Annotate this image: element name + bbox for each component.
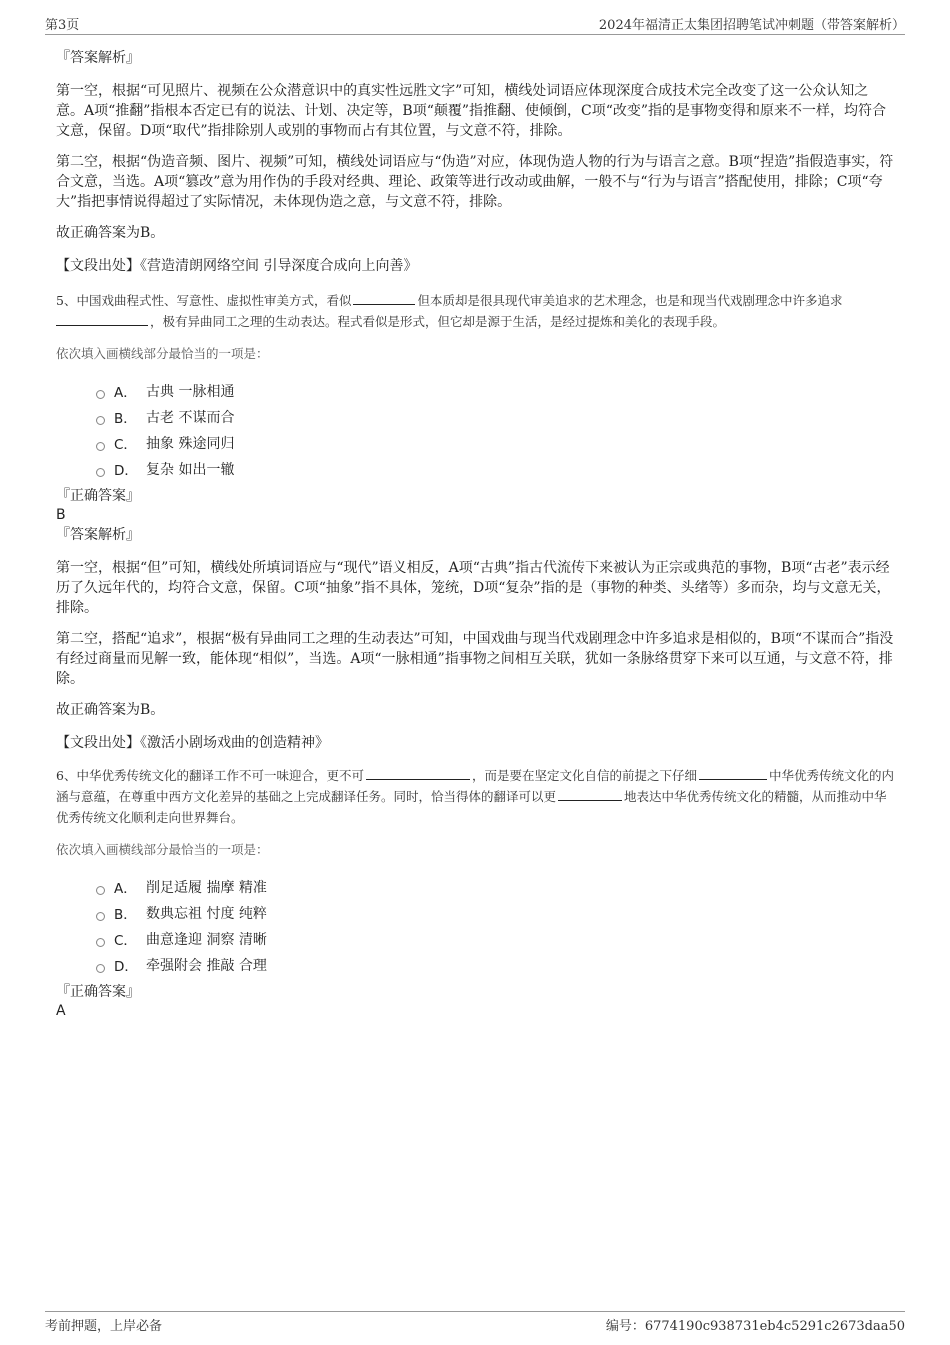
correct-answer-heading: 『正确答案』 [56, 488, 140, 504]
radio-button-icon[interactable] [96, 938, 105, 947]
radio-button-icon[interactable] [96, 886, 105, 895]
analysis-paragraph: 第二空，搭配“追求”，根据“极有异曲同工之理的生动表达”可知，中国戏曲与现当代戏剧理念中许多追求是相似的，B项“不谋而合”指没有经过商量而见解一致，能体现“相似”，当选。A项“一脉相通”指事物之间相互关联，犹如一条脉络贯穿下来可以互通，与文意不符，排除。 [56, 631, 894, 687]
option-list [56, 378, 896, 482]
radio-button-icon[interactable] [96, 416, 105, 425]
correct-answer-heading: 『正确答案』 [56, 984, 140, 1000]
option-b[interactable]: B． 数典忘祖 忖度 纯粹 [96, 900, 896, 926]
fill-blank [366, 765, 470, 780]
source-citation: 【文段出处】《营造清朗网络空间 引导深度合成向上向善》 [56, 258, 418, 274]
option-a[interactable]: A． 削足适履 揣摩 精准 [96, 874, 896, 900]
fill-blank [699, 765, 767, 780]
conclusion: 故正确答案为B。 [56, 225, 165, 241]
option-list [56, 874, 896, 978]
option-a[interactable]: A． 古典 一脉相通 [96, 378, 896, 404]
fill-blank [558, 786, 622, 801]
correct-answer: A [56, 1003, 66, 1019]
footer-slogan: 考前押题，上岸必备 [45, 1319, 163, 1334]
page-number: 第3页 [45, 18, 80, 33]
analysis-paragraph: 第二空，根据“伪造音频、图片、视频”可知，横线处词语应与“伪造”对应，体现伪造人物的行为与语言之意。B项“捏造”指假造事实，符合文意，当选。A项“篡改”意为用作伪的手段对经典、理论、政策等进行改动或曲解，一般不与“行为与语言”搭配使用，排除；C项“夸大”指把事情说得超过了实际情况，未体现伪造之意，与文意不符，排除。 [56, 154, 894, 210]
question-prompt: 依次填入画横线部分最恰当的一项是： [56, 842, 269, 857]
fill-blank [353, 290, 415, 305]
page-footer [45, 1311, 905, 1337]
question-prompt: 依次填入画横线部分最恰当的一项是： [56, 346, 269, 361]
radio-button-icon[interactable] [96, 912, 105, 921]
correct-answer: B [56, 507, 66, 523]
fill-blank [56, 311, 148, 326]
conclusion: 故正确答案为B。 [56, 702, 165, 718]
analysis-heading: 『答案解析』 [56, 527, 140, 543]
question-stem: 5、中国戏曲程式性、写意性、虚拟性审美方式，看似 但本质却是很具现代审美追求的艺术理念，也是和现当代戏剧理念中许多追求 ，极有异曲同工之理的生动表达。程式看似是形式，但它却是源于生活，是经过提炼和美化的表现手段。 [56, 290, 896, 332]
radio-button-icon[interactable] [96, 964, 105, 973]
document-title: 2024年福清正太集团招聘笔试冲刺题（带答案解析） [598, 18, 905, 33]
option-b[interactable]: B． 古老 不谋而合 [96, 404, 896, 430]
radio-button-icon[interactable] [96, 442, 105, 451]
radio-button-icon[interactable] [96, 390, 105, 399]
analysis-paragraph: 第一空，根据“可见照片、视频在公众潜意识中的真实性远胜文字”可知，横线处词语应体现深度合成技术完全改变了这一公众认知之意。A项“推翻”指根本否定已有的说法、计划、决定等，B项“颠覆”指推翻、使倾倒，C项“改变”指的是事物变得和原来不一样，均符合文意，保留。D项“取代”指排除别人或别的事物而占有其位置，与文意不符，排除。 [56, 83, 887, 139]
document-body [56, 48, 896, 1021]
question-stem: 6、中华优秀传统文化的翻译工作不可一味迎合，更不可 ，而是要在坚定文化自信的前提之下仔细 中华优秀传统文化的内涵与意蕴，在尊重中西方文化差异的基础之上完成翻译任务。同时，恰当得体的翻译可以更 地表达中华优秀传统文化的精髓，从而推动中华优秀传统文化顺利走向世界舞台。 [56, 765, 896, 828]
page-header [45, 14, 905, 35]
radio-button-icon[interactable] [96, 468, 105, 477]
document-code: 编号：6774190c938731eb4c5291c2673daa50 [605, 1319, 905, 1334]
option-d[interactable]: D． 复杂 如出一辙 [96, 456, 896, 482]
source-citation: 【文段出处】《激活小剧场戏曲的创造精神》 [56, 735, 329, 751]
option-c[interactable]: C． 曲意逢迎 洞察 清晰 [96, 926, 896, 952]
analysis-paragraph: 第一空，根据“但”可知，横线处所填词语应与“现代”语义相反，A项“古典”指古代流传下来被认为正宗或典范的事物，B项“古老”表示经历了久远年代的，均符合文意，保留。C项“抽象”指不具体，笼统，D项“复杂”指的是（事物的种类、头绪等）多而杂，均与文意无关，排除。 [56, 560, 891, 616]
option-d[interactable]: D． 牵强附会 推敲 合理 [96, 952, 896, 978]
option-c[interactable]: C． 抽象 殊途同归 [96, 430, 896, 456]
analysis-heading: 『答案解析』 [56, 50, 140, 66]
